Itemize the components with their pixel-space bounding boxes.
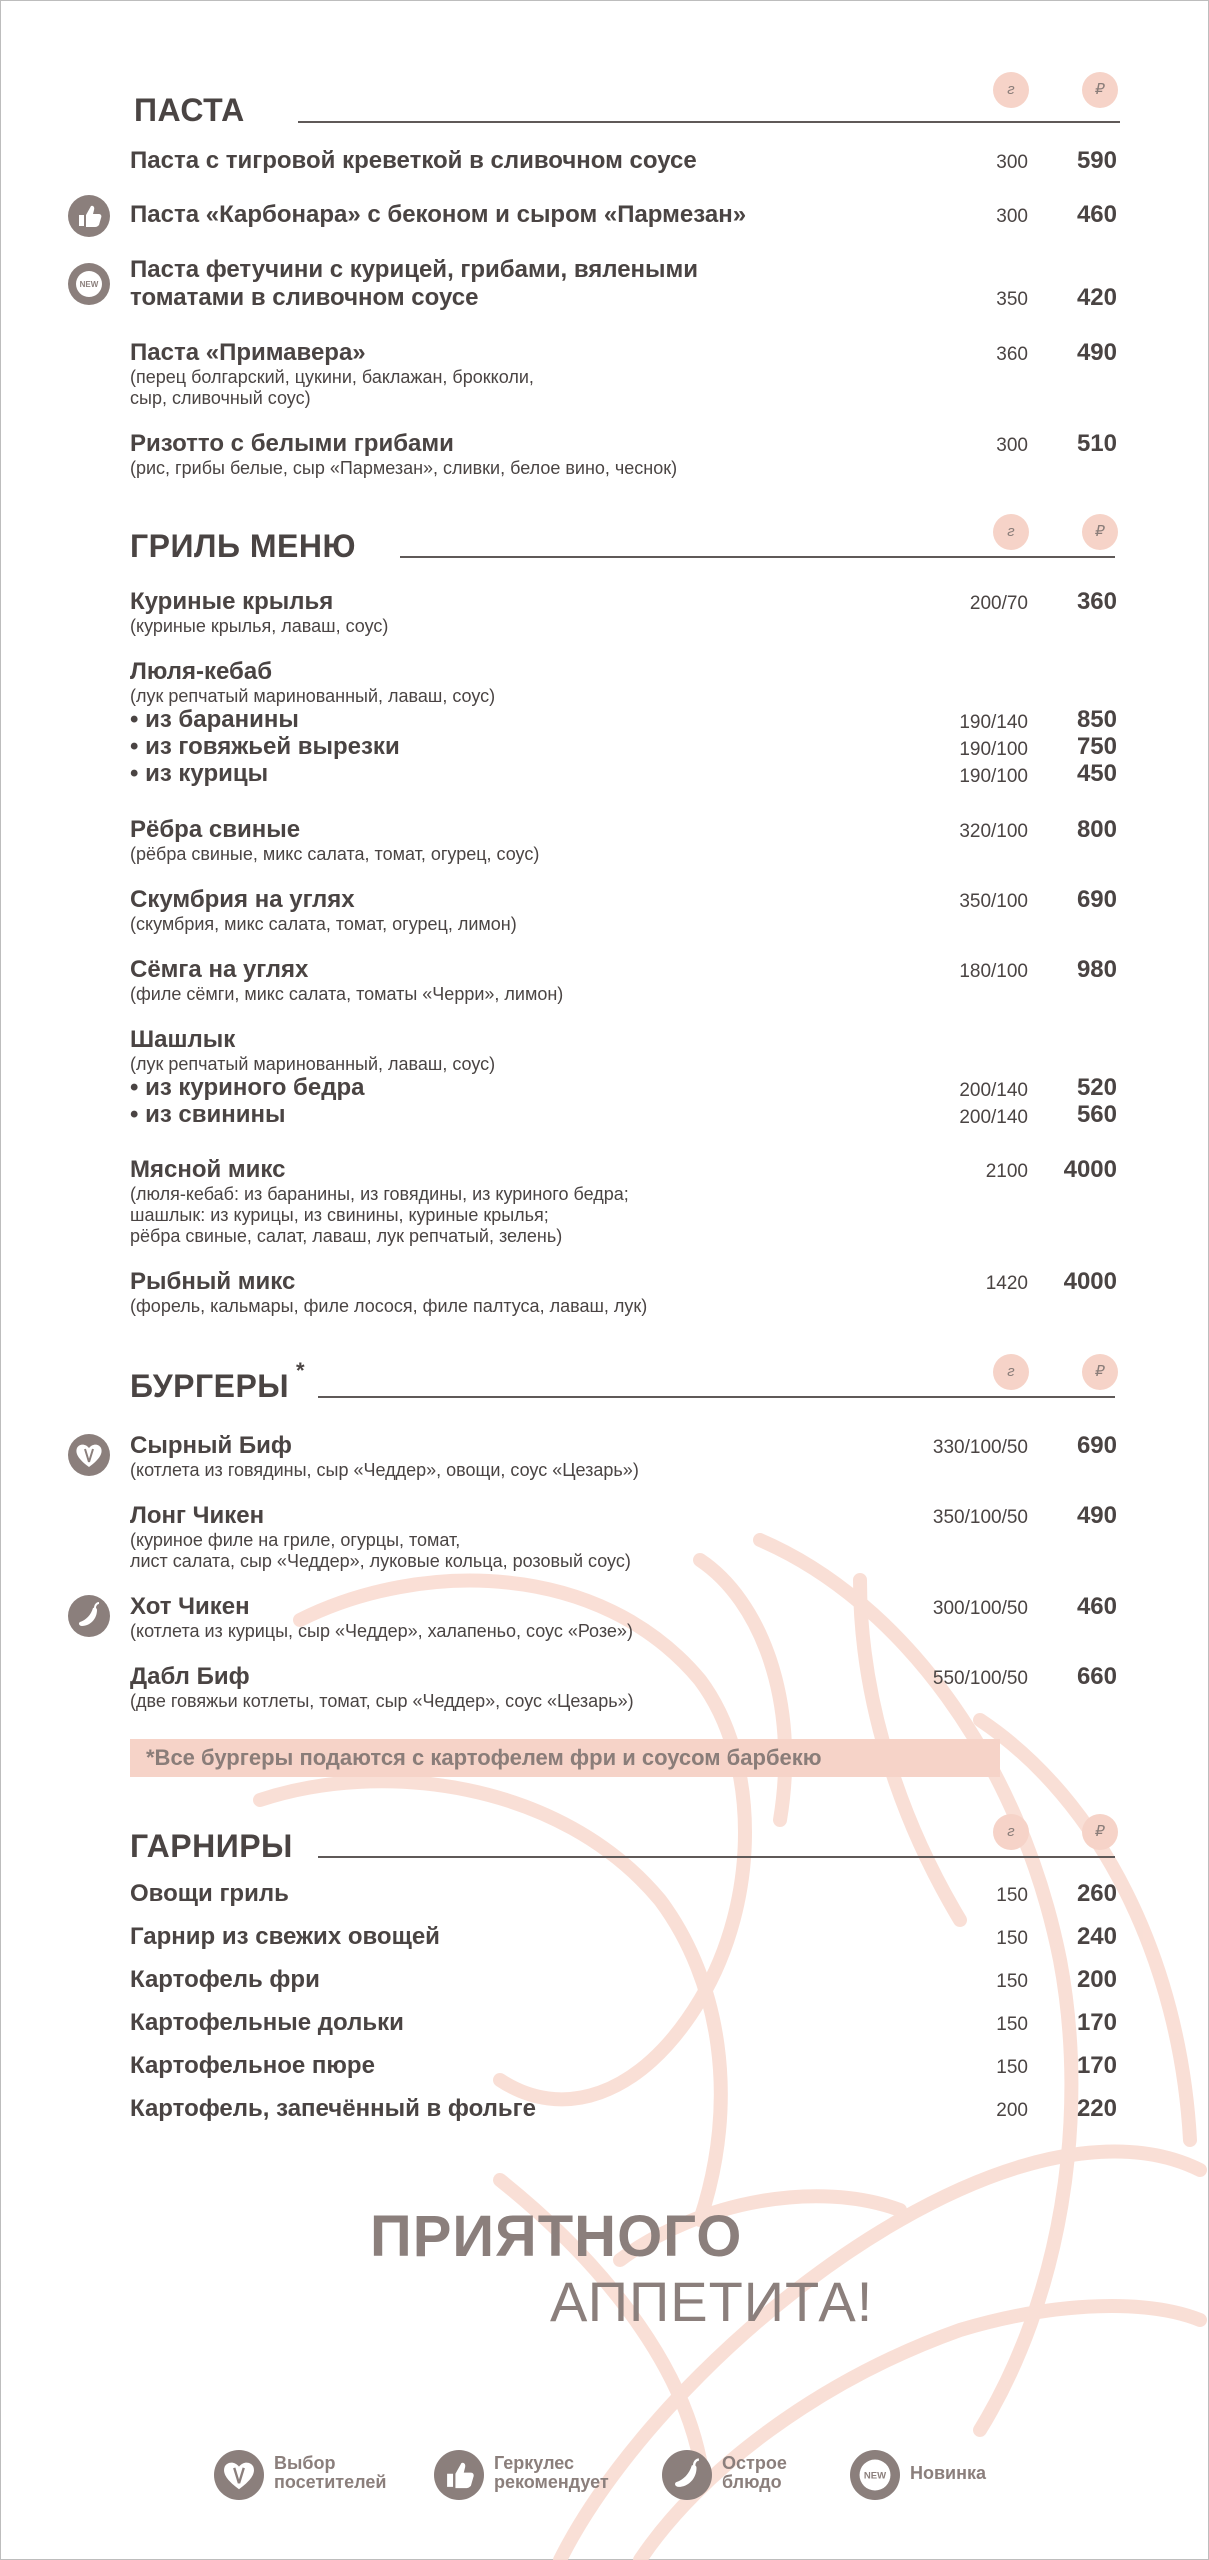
item-weight: 300	[996, 152, 1028, 173]
item-weight: 180/100	[959, 961, 1028, 982]
weight-unit-badge: г	[993, 72, 1029, 108]
item-description: (куриные крылья, лаваш, соус)	[130, 616, 389, 636]
item-description: (котлета из говядины, сыр «Чеддер», овощи, соус «Цезарь»)	[130, 1460, 639, 1480]
item-description: (люля-кебаб: из баранины, из говядины, из куриного бедра;	[130, 1184, 629, 1204]
section-title: БУРГЕРЫ	[130, 1368, 290, 1404]
item-description: (лук репчатый маринованный, лаваш, соус)	[130, 1054, 496, 1074]
item-price: 490	[1076, 339, 1117, 366]
item-name: Картофель, запечённый в фольге	[130, 2095, 537, 2122]
legend-label-line: Выбор	[274, 2453, 336, 2473]
bon-appetit-line1: ПРИЯТНОГО	[370, 2204, 743, 2269]
divider	[318, 1856, 1115, 1858]
item-name: Рёбра свиные	[130, 816, 301, 843]
item-price: 980	[1076, 956, 1117, 983]
item-variant: • из куриного бедра	[130, 1074, 365, 1101]
item-description: сыр, сливочный соус)	[130, 388, 311, 408]
item-price: 590	[1076, 147, 1117, 174]
section-header-sides	[0, 1812, 1209, 1872]
section-header-pasta	[0, 70, 1209, 130]
item-name: Рыбный микс	[130, 1268, 296, 1295]
item-price: 520	[1076, 1074, 1117, 1101]
recommend-icon	[434, 2450, 484, 2500]
item-name: Паста «Карбонара» с беконом и сыром «Пармезан»	[130, 201, 747, 228]
item-name: Гарнир из свежих овощей	[130, 1923, 440, 1950]
item-weight: 550/100/50	[932, 1668, 1028, 1689]
item-price: 850	[1076, 706, 1117, 733]
new-icon	[68, 263, 110, 305]
section-title: ГАРНИРЫ	[130, 1828, 293, 1864]
item-price: 220	[1076, 2095, 1117, 2122]
item-name: Мясной микс	[130, 1156, 286, 1183]
item-weight: 200/70	[969, 593, 1028, 614]
chili-icon	[68, 1595, 110, 1637]
item-weight: 150	[996, 1928, 1028, 1949]
legend-label-line: Геркулес	[494, 2453, 575, 2473]
section-header-burgers	[0, 1352, 1209, 1412]
item-price: 510	[1076, 430, 1117, 457]
item-price: 420	[1076, 284, 1117, 311]
item-weight: 360	[996, 344, 1028, 365]
recommend-icon	[68, 195, 110, 237]
item-name: Ризотто с белыми грибами	[130, 430, 454, 457]
item-weight: 320/100	[959, 821, 1028, 842]
legend-label-line: рекомендует	[494, 2472, 609, 2492]
item-price: 660	[1076, 1663, 1117, 1690]
item-price: 4000	[1063, 1268, 1117, 1295]
item-weight: 300	[996, 435, 1028, 456]
weight-unit-badge: г	[993, 514, 1029, 550]
item-price: 460	[1076, 201, 1117, 228]
item-variant: • из курицы	[130, 760, 269, 787]
item-name: Сырный Биф	[130, 1432, 292, 1459]
price-unit-badge: ₽	[1082, 514, 1118, 550]
divider	[318, 1396, 1115, 1398]
item-price: 200	[1076, 1966, 1117, 1993]
section-title: ГРИЛЬ МЕНЮ	[130, 528, 356, 564]
item-weight: 300/100/50	[932, 1598, 1028, 1619]
item-variant: • из говяжьей вырезки	[130, 733, 400, 760]
item-weight: 2100	[985, 1161, 1028, 1182]
item-description: (форель, кальмары, филе лосося, филе палтуса, лаваш, лук)	[130, 1296, 648, 1316]
legend-label	[494, 2454, 609, 2492]
item-weight: 350/100/50	[932, 1507, 1028, 1528]
item-name: Паста «Примавера»	[130, 339, 366, 366]
item-weight: 350	[996, 289, 1028, 310]
item-name: Картофельное пюре	[130, 2052, 375, 2079]
bon-appetit-line2: АППЕТИТА!	[550, 2270, 874, 2333]
item-name: Картофель фри	[130, 1966, 320, 1993]
divider	[400, 556, 1115, 558]
item-weight: 150	[996, 2014, 1028, 2035]
item-variant: • из баранины	[130, 706, 299, 733]
legend-label	[274, 2454, 386, 2492]
legend-label	[910, 2464, 986, 2483]
item-weight: 150	[996, 1971, 1028, 1992]
legend-label	[722, 2454, 787, 2492]
item-price: 560	[1076, 1101, 1117, 1128]
item-description: лист салата, сыр «Чеддер», луковые кольца, розовый соус)	[130, 1551, 631, 1571]
item-variant: • из свинины	[130, 1101, 286, 1128]
price-unit-badge: ₽	[1082, 72, 1118, 108]
item-price: 450	[1076, 760, 1117, 787]
legend-label-line: блюдо	[722, 2472, 782, 2492]
legend-item	[850, 2450, 1010, 2504]
item-description: (рис, грибы белые, сыр «Пармезан», сливки, белое вино, чеснок)	[130, 458, 678, 478]
item-name: Овощи гриль	[130, 1880, 289, 1907]
item-description: (котлета из курицы, сыр «Чеддер», халапеньо, соус «Розе»)	[130, 1621, 633, 1641]
item-price: 4000	[1063, 1156, 1117, 1183]
item-description: (перец болгарский, цукини, баклажан, брокколи,	[130, 367, 534, 387]
legend-label-line: Новинка	[910, 2463, 987, 2483]
price-unit-badge: ₽	[1082, 1814, 1118, 1850]
item-weight: 300	[996, 206, 1028, 227]
item-price: 800	[1076, 816, 1117, 843]
item-price: 460	[1076, 1593, 1117, 1620]
item-price: 360	[1076, 588, 1117, 615]
item-description: (скумбрия, микс салата, томат, огурец, лимон)	[130, 914, 517, 934]
item-weight: 200/140	[959, 1080, 1028, 1101]
weight-unit-badge: г	[993, 1814, 1029, 1850]
item-weight: 1420	[985, 1273, 1028, 1294]
item-price: 750	[1076, 733, 1117, 760]
price-unit-badge: ₽	[1082, 1354, 1118, 1390]
legend-item	[434, 2450, 634, 2504]
burger-footnote: *Все бургеры подаются с картофелем фри и соусом барбекю	[130, 1739, 1000, 1777]
item-price: 490	[1076, 1502, 1117, 1529]
item-name: Хот Чикен	[130, 1593, 250, 1620]
legend-label-line: посетителей	[274, 2472, 387, 2492]
heart-icon	[214, 2450, 264, 2500]
item-price: 690	[1076, 1432, 1117, 1459]
item-weight: 190/140	[959, 712, 1028, 733]
item-price: 170	[1076, 2009, 1117, 2036]
item-name: Картофельные дольки	[130, 2009, 404, 2036]
item-description: (рёбра свиные, микс салата, томат, огурец, соус)	[130, 844, 540, 864]
item-weight: 150	[996, 2057, 1028, 2078]
item-weight: 190/100	[959, 766, 1028, 787]
item-name: Дабл Биф	[130, 1663, 250, 1690]
legend-item	[214, 2450, 414, 2504]
item-description: (две говяжьи котлеты, томат, сыр «Чеддер», соус «Цезарь»)	[130, 1691, 634, 1711]
item-weight: 150	[996, 1885, 1028, 1906]
item-price: 170	[1076, 2052, 1117, 2079]
section-header-grill	[0, 512, 1209, 572]
heart-icon	[68, 1434, 110, 1476]
item-weight: 200/140	[959, 1107, 1028, 1128]
item-weight: 350/100	[959, 891, 1028, 912]
legend-label-line: Острое	[722, 2453, 787, 2473]
item-price: 690	[1076, 886, 1117, 913]
item-name: Паста с тигровой креветкой в сливочном соусе	[130, 147, 697, 174]
divider	[298, 121, 1120, 123]
item-weight: 190/100	[959, 739, 1028, 760]
item-price: 260	[1076, 1880, 1117, 1907]
new-icon	[850, 2450, 900, 2500]
item-description: (куриное филе на гриле, огурцы, томат,	[130, 1530, 461, 1550]
item-name: Лонг Чикен	[130, 1502, 265, 1529]
legend-item	[662, 2450, 822, 2504]
item-name: Шашлык	[130, 1026, 236, 1053]
item-description: рёбра свиные, салат, лаваш, лук репчатый, зелень)	[130, 1226, 563, 1246]
section-title: ПАСТА	[134, 92, 245, 128]
item-name: Сёмга на углях	[130, 956, 309, 983]
footnote-star: *	[296, 1358, 305, 1383]
item-weight: 330/100/50	[932, 1437, 1028, 1458]
chili-icon	[662, 2450, 712, 2500]
item-name: Паста фетучини с курицей, грибами, вялеными	[130, 256, 699, 283]
item-name: Люля-кебаб	[130, 658, 273, 685]
item-description: шашлык: из курицы, из свинины, куриные крылья;	[130, 1205, 549, 1225]
weight-unit-badge: г	[993, 1354, 1029, 1390]
item-name: томатами в сливочном соусе	[130, 284, 479, 311]
item-description: (филе сёмги, микс салата, томаты «Черри», лимон)	[130, 984, 564, 1004]
item-name: Куриные крылья	[130, 588, 334, 615]
item-price: 240	[1076, 1923, 1117, 1950]
item-weight: 200	[996, 2100, 1028, 2121]
item-description: (лук репчатый маринованный, лаваш, соус)	[130, 686, 496, 706]
item-name: Скумбрия на углях	[130, 886, 355, 913]
